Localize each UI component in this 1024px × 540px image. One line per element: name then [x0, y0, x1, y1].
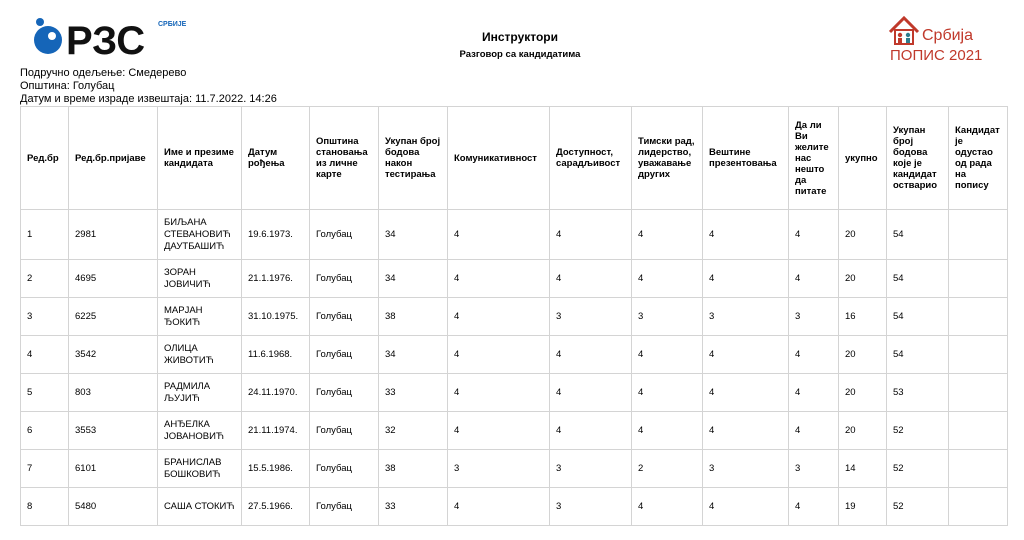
table-cell: 20: [839, 260, 887, 298]
report-datetime: Датум и време израде извештаја: 11.7.2022. 14:26: [20, 93, 277, 105]
table-row: [21, 374, 1008, 412]
column-header: Име и презиме кандидата: [158, 107, 242, 210]
table-cell: 4: [448, 412, 550, 450]
table-cell: [949, 488, 1008, 526]
table-cell: 4: [703, 374, 789, 412]
table-cell: 16: [839, 298, 887, 336]
candidates-table: [20, 106, 1008, 526]
table-row: [21, 210, 1008, 260]
svg-text:СРБИЈЕ: СРБИЈЕ: [158, 21, 187, 28]
table-cell: 4: [448, 336, 550, 374]
table-cell: 4: [632, 210, 703, 260]
table-cell: [949, 450, 1008, 488]
table-cell: 7: [21, 450, 69, 488]
table-cell: 4: [21, 336, 69, 374]
regional-office: Подручно одељење: Смедерево: [20, 67, 187, 79]
table-cell: 4: [789, 260, 839, 298]
table-cell: РАДМИЛА ЉУЈИЋ: [158, 374, 242, 412]
table-cell: БРАНИСЛАВ БОШКОВИЋ: [158, 450, 242, 488]
table-cell: 34: [379, 336, 448, 374]
table-cell: Голубац: [310, 298, 379, 336]
table-row: [21, 488, 1008, 526]
report-subtitle: Разговор са кандидатима: [459, 49, 581, 60]
table-cell: 6: [21, 412, 69, 450]
table-cell: 52: [887, 450, 949, 488]
column-header: Ред.бр.пријаве: [69, 107, 158, 210]
table-cell: 38: [379, 450, 448, 488]
table-cell: Голубац: [310, 374, 379, 412]
table-cell: Голубац: [310, 450, 379, 488]
table-cell: 4: [632, 336, 703, 374]
table-cell: 4: [703, 210, 789, 260]
svg-text:Србија: Србија: [922, 27, 974, 44]
table-cell: 5480: [69, 488, 158, 526]
table-cell: 52: [887, 412, 949, 450]
table-cell: 3: [550, 450, 632, 488]
table-cell: 4695: [69, 260, 158, 298]
table-row: [21, 336, 1008, 374]
table-cell: 19.6.1973.: [242, 210, 310, 260]
popis-2021-logo: [880, 8, 990, 64]
table-cell: 4: [448, 260, 550, 298]
table-cell: 20: [839, 412, 887, 450]
table-cell: 5: [21, 374, 69, 412]
table-cell: АНЂЕЛКА ЈОВАНОВИЋ: [158, 412, 242, 450]
table-cell: 20: [839, 374, 887, 412]
table-cell: 4: [632, 488, 703, 526]
table-cell: 3: [550, 298, 632, 336]
table-cell: 34: [379, 260, 448, 298]
table-cell: Голубац: [310, 210, 379, 260]
column-header: укупно: [839, 107, 887, 210]
table-cell: 2981: [69, 210, 158, 260]
table-cell: 21.1.1976.: [242, 260, 310, 298]
table-cell: 4: [789, 488, 839, 526]
municipality: Општина: Голубац: [20, 80, 115, 92]
table-cell: 3: [703, 298, 789, 336]
table-cell: 11.6.1968.: [242, 336, 310, 374]
table-cell: МАРЈАН ЂОКИЋ: [158, 298, 242, 336]
table-cell: 54: [887, 336, 949, 374]
table-cell: 3: [632, 298, 703, 336]
table-cell: Голубац: [310, 488, 379, 526]
table-cell: 3: [703, 450, 789, 488]
table-cell: 33: [379, 374, 448, 412]
table-cell: 4: [550, 412, 632, 450]
table-cell: 3: [448, 450, 550, 488]
table-cell: 4: [632, 412, 703, 450]
table-cell: 4: [789, 210, 839, 260]
table-cell: 15.5.1986.: [242, 450, 310, 488]
column-header: Укупан број бодова које је кандидат остварио: [887, 107, 949, 210]
column-header: Општина становања из личне карте: [310, 107, 379, 210]
table-cell: Голубац: [310, 336, 379, 374]
table-cell: 31.10.1975.: [242, 298, 310, 336]
table-cell: 34: [379, 210, 448, 260]
table-cell: 21.11.1974.: [242, 412, 310, 450]
table-cell: САША СТОКИЋ: [158, 488, 242, 526]
table-cell: ОЛИЦА ЖИВОТИЋ: [158, 336, 242, 374]
column-header: Укупан број бодова након тестирања: [379, 107, 448, 210]
table-cell: 54: [887, 260, 949, 298]
report-title: Инструктори: [481, 30, 559, 44]
table-cell: 3: [21, 298, 69, 336]
table-cell: [949, 260, 1008, 298]
table-cell: 2: [21, 260, 69, 298]
table-cell: 4: [703, 260, 789, 298]
table-cell: 20: [839, 336, 887, 374]
table-cell: 8: [21, 488, 69, 526]
table-row: [21, 260, 1008, 298]
column-header: Кандидат је одустао од рада на попису: [949, 107, 1008, 210]
column-header: Тимски рад, лидерство, уважавање других: [632, 107, 703, 210]
table-cell: Голубац: [310, 412, 379, 450]
table-cell: 52: [887, 488, 949, 526]
table-cell: 3: [550, 488, 632, 526]
table-cell: 27.5.1966.: [242, 488, 310, 526]
table-cell: 3: [789, 298, 839, 336]
table-cell: 1: [21, 210, 69, 260]
table-row: [21, 450, 1008, 488]
table-cell: 20: [839, 210, 887, 260]
table-header-row: [21, 107, 1008, 210]
table-cell: 803: [69, 374, 158, 412]
table-cell: 4: [789, 412, 839, 450]
table-cell: 53: [887, 374, 949, 412]
table-cell: 4: [550, 260, 632, 298]
table-cell: 4: [789, 374, 839, 412]
svg-text:ПОПИС 2021: ПОПИС 2021: [890, 47, 983, 64]
table-cell: 3542: [69, 336, 158, 374]
table-cell: 54: [887, 210, 949, 260]
table-cell: 4: [550, 336, 632, 374]
table-cell: 4: [448, 210, 550, 260]
column-header: Да ли Ви желите нас нешто да питате: [789, 107, 839, 210]
table-cell: 14: [839, 450, 887, 488]
table-cell: [949, 210, 1008, 260]
table-cell: 4: [632, 374, 703, 412]
table-cell: 2: [632, 450, 703, 488]
table-cell: 4: [448, 488, 550, 526]
table-cell: 4: [703, 412, 789, 450]
table-cell: ЗОРАН ЈОВИЧИЋ: [158, 260, 242, 298]
table-cell: 3553: [69, 412, 158, 450]
column-header: Вештине презентовања: [703, 107, 789, 210]
table-cell: Голубац: [310, 260, 379, 298]
table-cell: 33: [379, 488, 448, 526]
report-meta: [20, 67, 277, 106]
column-header: Датум рођења: [242, 107, 310, 210]
table-cell: 4: [448, 374, 550, 412]
table-cell: 24.11.1970.: [242, 374, 310, 412]
table-cell: [949, 412, 1008, 450]
column-header: Ред.бр: [21, 107, 69, 210]
table-cell: 32: [379, 412, 448, 450]
column-header: Доступност, сарадљивост: [550, 107, 632, 210]
table-cell: 19: [839, 488, 887, 526]
table-cell: 6225: [69, 298, 158, 336]
table-cell: 3: [789, 450, 839, 488]
table-cell: 4: [448, 298, 550, 336]
table-cell: 4: [632, 260, 703, 298]
table-cell: 6101: [69, 450, 158, 488]
table-cell: [949, 298, 1008, 336]
table-cell: [949, 374, 1008, 412]
table-cell: 4: [550, 374, 632, 412]
table-row: [21, 298, 1008, 336]
table-cell: [949, 336, 1008, 374]
table-cell: 4: [703, 336, 789, 374]
column-header: Комуникативност: [448, 107, 550, 210]
table-cell: 54: [887, 298, 949, 336]
svg-text:РЗС: РЗС: [66, 19, 146, 60]
table-cell: 4: [789, 336, 839, 374]
table-cell: БИЉАНА СТЕВАНОВИЋ ДАУТБАШИЋ: [158, 210, 242, 260]
report-titles: [300, 30, 740, 60]
table-row: [21, 412, 1008, 450]
table-cell: 38: [379, 298, 448, 336]
table-cell: 4: [550, 210, 632, 260]
rzs-logo: [30, 14, 190, 60]
table-cell: 4: [703, 488, 789, 526]
